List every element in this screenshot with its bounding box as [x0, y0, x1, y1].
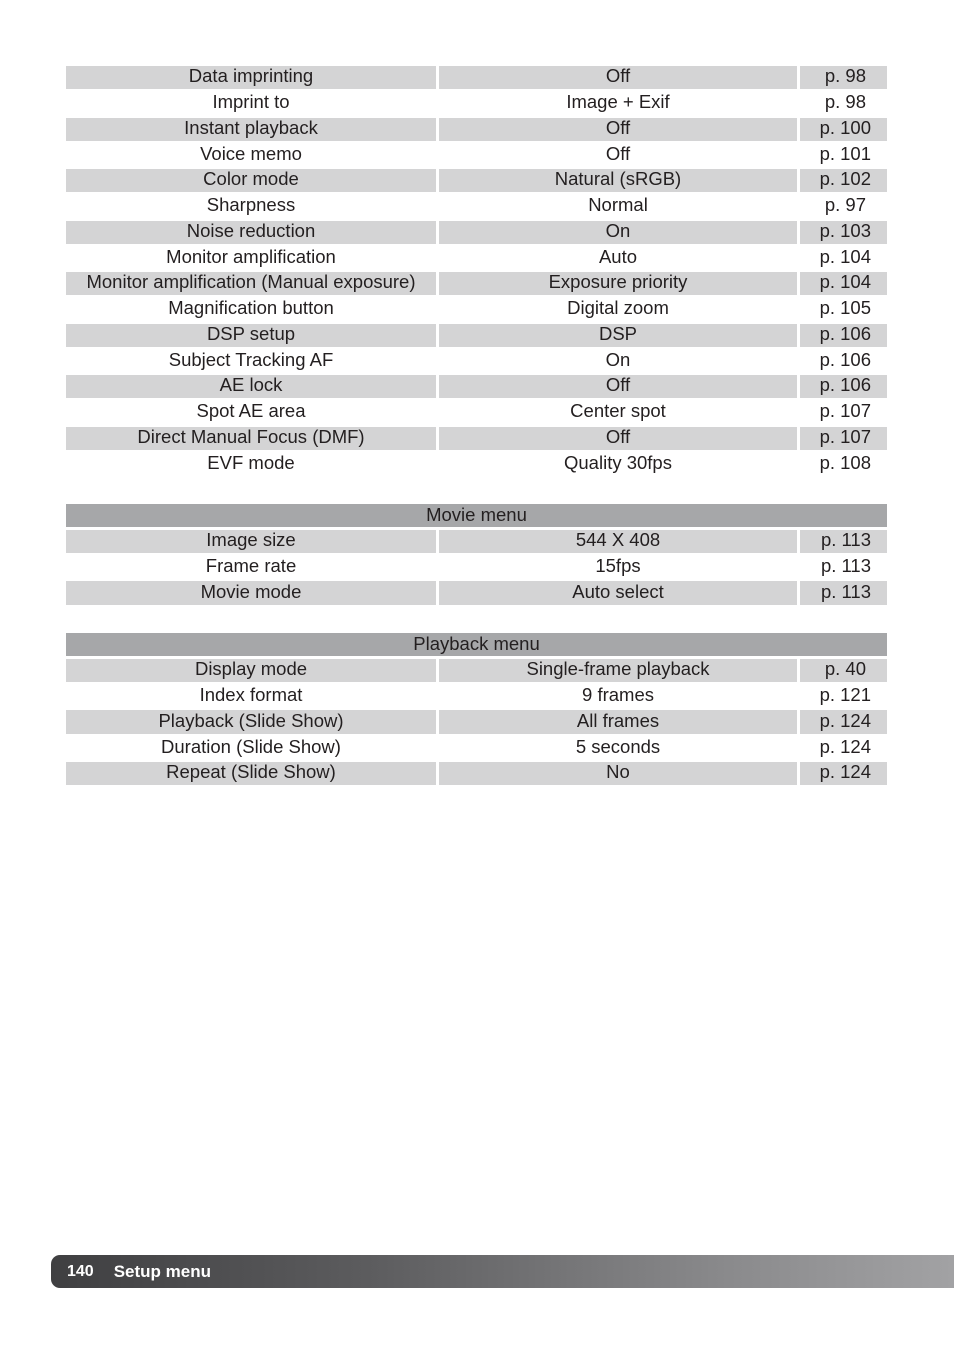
default-cell: Single-frame playback — [439, 659, 797, 682]
setting-cell: Repeat (Slide Show) — [66, 762, 436, 785]
default-cell: 9 frames — [582, 684, 654, 706]
playback-menu-header — [66, 632, 887, 658]
page-ref-cell: p. 107 — [819, 400, 871, 422]
default-cell: On — [439, 221, 797, 244]
setting-cell: Color mode — [66, 169, 436, 192]
setting-cell: Display mode — [66, 659, 436, 682]
setting-cell: DSP setup — [66, 324, 436, 347]
default-cell: 15fps — [595, 555, 641, 577]
default-cell: Normal — [588, 194, 648, 216]
table-row — [66, 65, 887, 91]
default-cell: Off — [439, 66, 797, 89]
default-cell: Off — [605, 142, 631, 164]
page-ref-cell: p. 101 — [819, 142, 871, 164]
setting-cell: Noise reduction — [66, 221, 436, 244]
table-row — [66, 684, 887, 710]
page-ref-cell: p. 105 — [819, 297, 871, 319]
setting-cell: Index format — [199, 684, 303, 706]
default-cell: Off — [439, 118, 797, 141]
setting-cell: Imprint to — [212, 91, 290, 113]
table-row — [66, 529, 887, 555]
setting-cell: Playback (Slide Show) — [66, 710, 436, 733]
page-ref-cell: p. 98 — [824, 91, 866, 113]
table-row — [66, 271, 887, 297]
page-ref-cell: p. 113 — [800, 581, 887, 604]
page-ref-cell: p. 108 — [819, 451, 871, 473]
default-cell: No — [439, 762, 797, 785]
default-cell: Off — [439, 375, 797, 398]
default-cell: 544 X 408 — [439, 530, 797, 553]
camera-settings-table — [66, 65, 887, 477]
page-ref-cell: p. 103 — [800, 221, 887, 244]
default-cell: On — [605, 348, 631, 370]
table-row — [66, 194, 887, 220]
table-header-label: Playback menu — [66, 633, 887, 656]
setting-cell: Monitor amplification — [166, 245, 336, 267]
table-row — [66, 220, 887, 246]
table-row — [66, 297, 887, 323]
page-ref-cell: p. 106 — [800, 375, 887, 398]
table-row — [66, 348, 887, 374]
table-row — [66, 142, 887, 168]
default-cell: Auto — [598, 245, 638, 267]
default-cell: All frames — [439, 710, 797, 733]
default-cell: Digital zoom — [567, 297, 669, 319]
setting-cell: Frame rate — [205, 555, 297, 577]
setting-cell: Spot AE area — [196, 400, 306, 422]
page-ref-cell: p. 40 — [800, 659, 887, 682]
page-ref-cell: p. 102 — [800, 169, 887, 192]
default-cell: Off — [439, 427, 797, 450]
page-ref-cell: p. 113 — [800, 530, 887, 553]
table-header-label: Movie menu — [66, 504, 887, 527]
table-row — [66, 709, 887, 735]
page-ref-cell: p. 106 — [800, 324, 887, 347]
page-footer-bar — [51, 1255, 954, 1288]
table-row — [66, 580, 887, 606]
setting-cell: AE lock — [66, 375, 436, 398]
setting-cell: Movie mode — [66, 581, 436, 604]
page-ref-cell: p. 104 — [819, 245, 871, 267]
setting-cell: Subject Tracking AF — [168, 348, 334, 370]
page-ref-cell: p. 113 — [820, 555, 871, 577]
playback-menu-table — [66, 632, 887, 787]
table-row — [66, 451, 887, 477]
page-ref-cell: p. 97 — [824, 194, 866, 216]
page-ref-cell: p. 98 — [800, 66, 887, 89]
page-ref-cell: p. 107 — [800, 427, 887, 450]
setting-cell: Voice memo — [200, 142, 302, 164]
default-cell: DSP — [439, 324, 797, 347]
setting-cell: EVF mode — [207, 451, 295, 473]
table-row — [66, 245, 887, 271]
page-ref-cell: p. 100 — [800, 118, 887, 141]
settings-tables — [66, 65, 887, 787]
table-row — [66, 555, 887, 581]
default-cell: Image + Exif — [566, 91, 670, 113]
page-ref-cell: p. 124 — [800, 762, 887, 785]
default-cell: Natural (sRGB) — [439, 169, 797, 192]
table-row — [66, 323, 887, 349]
table-row — [66, 117, 887, 143]
table-row — [66, 400, 887, 426]
setting-cell: Direct Manual Focus (DMF) — [66, 427, 436, 450]
setting-cell: Data imprinting — [66, 66, 436, 89]
table-row — [66, 91, 887, 117]
page-number: 140 — [67, 1262, 94, 1280]
default-cell: Center spot — [570, 400, 666, 422]
table-row — [66, 658, 887, 684]
page-ref-cell: p. 104 — [800, 272, 887, 295]
setting-cell: Monitor amplification (Manual exposure) — [66, 272, 436, 295]
movie-menu-table — [66, 503, 887, 606]
setting-cell: Magnification button — [168, 297, 334, 319]
setting-cell: Sharpness — [206, 194, 296, 216]
table-row — [66, 168, 887, 194]
default-cell: 5 seconds — [575, 735, 661, 757]
default-cell: Auto select — [439, 581, 797, 604]
movie-menu-header — [66, 503, 887, 529]
page-ref-cell: p. 124 — [800, 710, 887, 733]
page-ref-cell: p. 121 — [819, 684, 871, 706]
default-cell: Quality 30fps — [564, 451, 672, 473]
default-cell: Exposure priority — [439, 272, 797, 295]
page-ref-cell: p. 124 — [819, 735, 871, 757]
section-title: Setup menu — [113, 1262, 211, 1281]
table-row — [66, 735, 887, 761]
setting-cell: Image size — [66, 530, 436, 553]
setting-cell: Instant playback — [66, 118, 436, 141]
table-row — [66, 374, 887, 400]
table-row — [66, 426, 887, 452]
setting-cell: Duration (Slide Show) — [161, 735, 341, 757]
page-ref-cell: p. 106 — [819, 348, 871, 370]
table-row — [66, 761, 887, 787]
